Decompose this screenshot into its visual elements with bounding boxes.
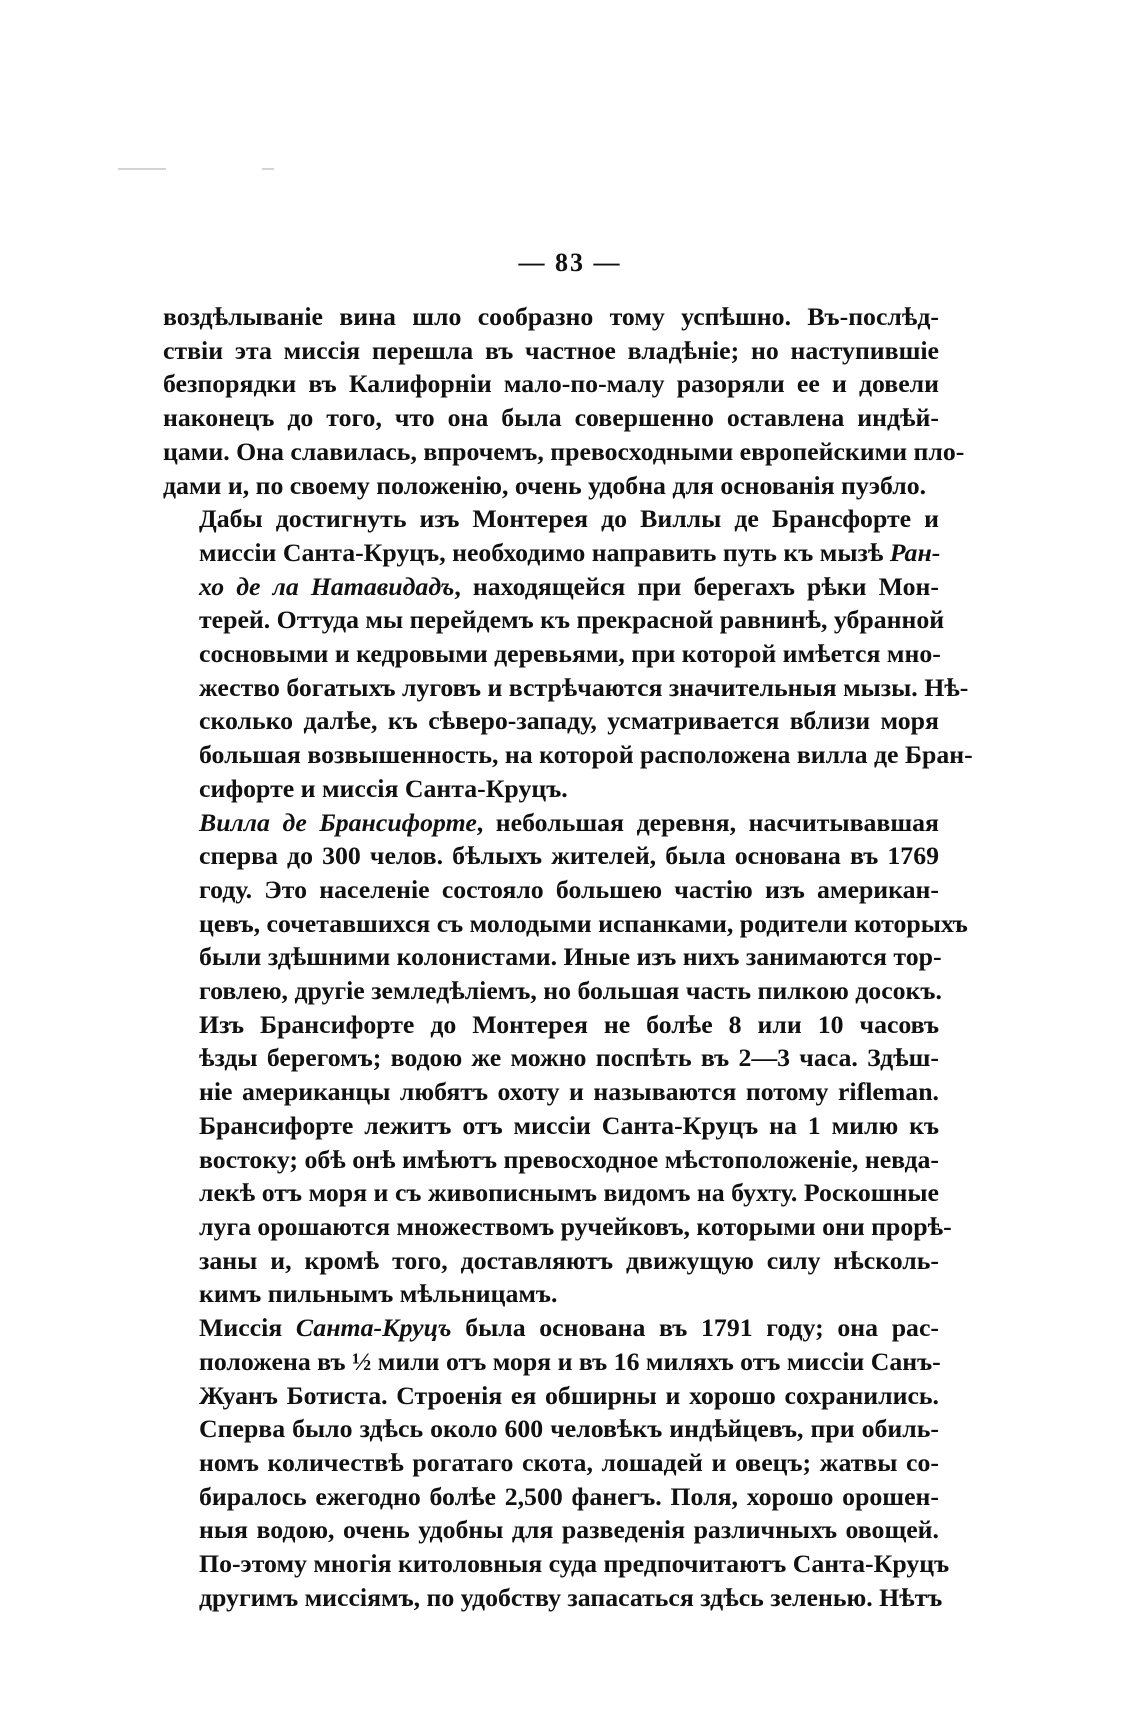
page-number-header: — 83 —: [518, 248, 622, 277]
paragraph: [163, 806, 968, 1008]
text-line: востоку; обѣ онѣ имѣютъ превосходное мѣстоположеніе, невда-: [199, 1144, 939, 1174]
text-line: миссіи Санта-Круцъ, необходимо направить путь къ мызѣ Ран-: [199, 537, 941, 567]
text-line: номъ количествѣ рогатаго скота, лошадей и овецъ; жатвы со-: [199, 1447, 939, 1477]
text-line: Дабы достигнуть изъ Монтерея до Виллы де Брансфорте и: [199, 504, 939, 534]
text-line: наконецъ до того, что она была совершенно оставлена индѣй-: [163, 403, 939, 433]
text-line: кимъ пильнымъ мѣльницамъ.: [199, 1279, 558, 1309]
text-line: воздѣлываніе вина шло сообразно тому успѣшно. Въ-послѣд-: [163, 302, 939, 331]
page-body: [163, 300, 973, 1614]
text-line: Миссія Санта-Круцъ была основана въ 1791 году; она рас-: [199, 1313, 939, 1343]
text-line: биралось ежегодно болѣе 2,500 фанегъ. Поля, хорошо орошен-: [199, 1481, 939, 1511]
text-line: лекѣ отъ моря и съ живописнымъ видомъ на бухту. Роскошные: [199, 1178, 939, 1208]
text-line: положена въ ½ мили отъ моря и въ 16 миляхъ отъ миссіи Санъ-: [199, 1346, 941, 1376]
paragraph: [163, 300, 965, 502]
text-line: ніе американцы любятъ охоту и называются потому rifleman.: [199, 1077, 939, 1107]
text-line: дами и, по своему положенію, очень удобна для основанія пуэбло.: [163, 470, 927, 500]
scan-artifact: [118, 168, 166, 170]
text-line: цевъ, сочетавшихся съ молодыми испанками, родители которыхъ: [199, 908, 968, 938]
text-line: Брансифорте лежитъ отъ миссіи Санта-Круцъ на 1 милю къ: [199, 1110, 939, 1140]
text-line: Изъ Брансифорте до Монтерея не болѣе 8 или 10 часовъ: [199, 1009, 939, 1039]
text-line: году. Это населеніе состояло большею частію изъ американ-: [199, 874, 939, 904]
text-line: луга орошаются множествомъ ручейковъ, которыми они прорѣ-: [199, 1211, 952, 1241]
text-line: ствіи эта миссія перешла въ частное владѣніе; но наступившіе: [163, 335, 939, 365]
text-line: жество богатыхъ луговъ и встрѣчаются значительныя мызы. Нѣ-: [199, 672, 969, 702]
text-line: Вилла де Брансифорте, небольшая деревня, насчитывавшая: [199, 807, 939, 837]
text-line: сосновыми и кедровыми деревьями, при которой имѣется мно-: [199, 639, 941, 669]
text-line: были здѣшними колонистами. Иные изъ нихъ занимаются тор-: [199, 942, 942, 972]
text-line: По-этому многія китоловныя суда предпочитаютъ Санта-Круцъ: [199, 1549, 950, 1579]
text-line: Жуанъ Ботиста. Строенія ея обширны и хорошо сохранились.: [199, 1380, 939, 1410]
text-line: хо де ла Натавидадъ, находящейся при берегахъ рѣки Мон-: [199, 571, 939, 601]
text-line: цами. Она славилась, впрочемъ, превосходными европейскими пло-: [163, 436, 965, 466]
text-line: другимъ миссіямъ, по удобству запасаться здѣсь зеленью. Нѣтъ: [199, 1582, 943, 1612]
text-line: сифорте и миссія Санта-Круцъ.: [199, 773, 568, 803]
text-line: сколько далѣе, къ сѣверо-западу, усматривается вблизи моря: [199, 706, 939, 736]
text-line: терей. Оттуда мы перейдемъ къ прекрасной равнинѣ, убранной: [199, 605, 945, 635]
text-line: сперва до 300 челов. бѣлыхъ жителей, была основана въ 1769: [199, 841, 939, 871]
text-line: безпорядки въ Калифорніи мало-по-малу разоряли ее и довели: [163, 369, 939, 399]
text-line: ныя водою, очень удобны для разведенія различныхъ овощей.: [199, 1515, 939, 1545]
paragraph: [163, 1311, 950, 1614]
text-line: ѣзды берегомъ; водою же можно поспѣть въ 2—3 часа. Здѣш-: [199, 1043, 939, 1073]
paragraph: [163, 1008, 952, 1311]
text-line: большая возвышенность, на которой расположена вилла де Бран-: [199, 740, 973, 770]
text-line: говлею, другіе земледѣліемъ, но большая часть пилкою досокъ.: [199, 976, 942, 1006]
paragraph: [163, 502, 973, 805]
text-line: Сперва было здѣсь около 600 человѣкъ индѣйцевъ, при обиль-: [199, 1414, 939, 1444]
scan-artifact: [262, 168, 274, 170]
text-line: заны и, кромѣ того, доставляютъ движущую силу нѣсколь-: [199, 1245, 939, 1275]
